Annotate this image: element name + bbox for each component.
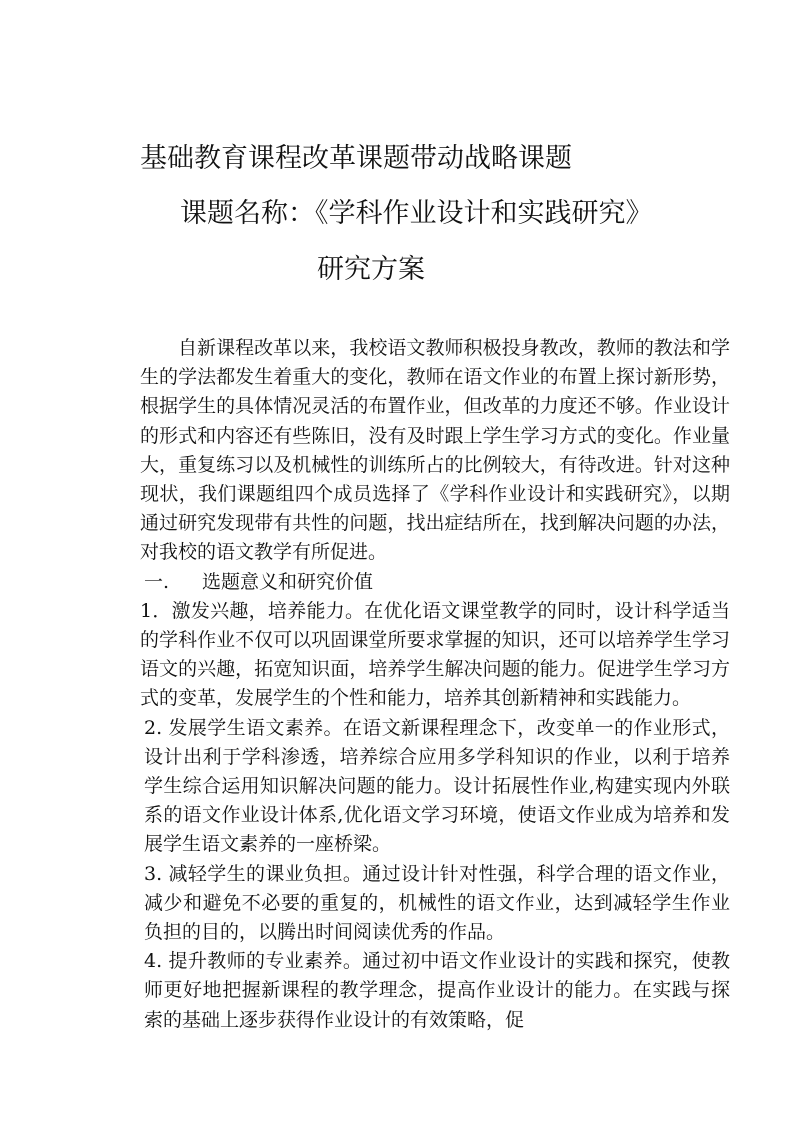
list-item: 3. 减轻学生的课业负担。通过设计针对性强，科学合理的语文作业，减少和避免不必要的重复的，机械性的语文作业，达到减轻学生作业负担的目的，以腾出时间阅读优秀的作品。 bbox=[144, 862, 730, 944]
document-title: 基础教育课程改革课题带动战略课题 bbox=[140, 143, 572, 174]
list-item: 4. 提升教师的专业素养。通过初中语文作业设计的实践和探究，使教师更好地把握新课程的教学理念，提高作业设计的能力。在实践与探索的基础上逐步获得作业设计的有效策略，促 bbox=[144, 950, 730, 1031]
section-title: 选题意义和研究价值 bbox=[202, 570, 374, 593]
section-number: 一. bbox=[144, 570, 170, 593]
project-name-title: 课题名称：《学科作业设计和实践研究》 bbox=[180, 198, 653, 229]
list-item: 2. 发展学生语文素养。在语文新课程理念下，改变单一的作业形式，设计出利于学科渗透，培养综合应用多学科知识的作业，以利于培养学生综合运用知识解决问题的能力。设计拓展性作业,构建实现内外联系的语文作业设计体系,优化语文学习环境，使语文作业成为培养和发展学生语文素养的一座桥梁。 bbox=[144, 716, 730, 856]
plan-title: 研究方案 bbox=[317, 254, 425, 285]
intro-paragraph: 自新课程改革以来，我校语文教师积极投身教改，教师的教法和学生的学法都发生着重大的变化，教师在语文作业的布置上探讨新形势，根据学生的具体情况灵活的布置作业，但改革的力度还不够。作业设计的形式和内容还有些陈旧，没有及时跟上学生学习方式的变化。作业量大，重复练习以及机械性的训练所占的比例较大，有待改进。针对这种现状，我们课题组四个成员选择了《学科作业设计和实践研究》，以期通过研究发现带有共性的问题，找出症结所在，找到解决问题的办法，对我校的语文教学有所促进。 bbox=[140, 337, 730, 564]
document-body bbox=[140, 334, 730, 1035]
section-heading bbox=[140, 568, 730, 597]
list-item: 1．激发兴趣，培养能力。在优化语文课堂教学的同时，设计科学适当的学科作业不仅可以巩固课堂所要求掌握的知识，还可以培养学生学习语文的兴趣，拓宽知识面，培养学生解决问题的能力。促进学生学习方式的变革，发展学生的个性和能力，培养其创新精神和实践能力。 bbox=[140, 599, 730, 710]
